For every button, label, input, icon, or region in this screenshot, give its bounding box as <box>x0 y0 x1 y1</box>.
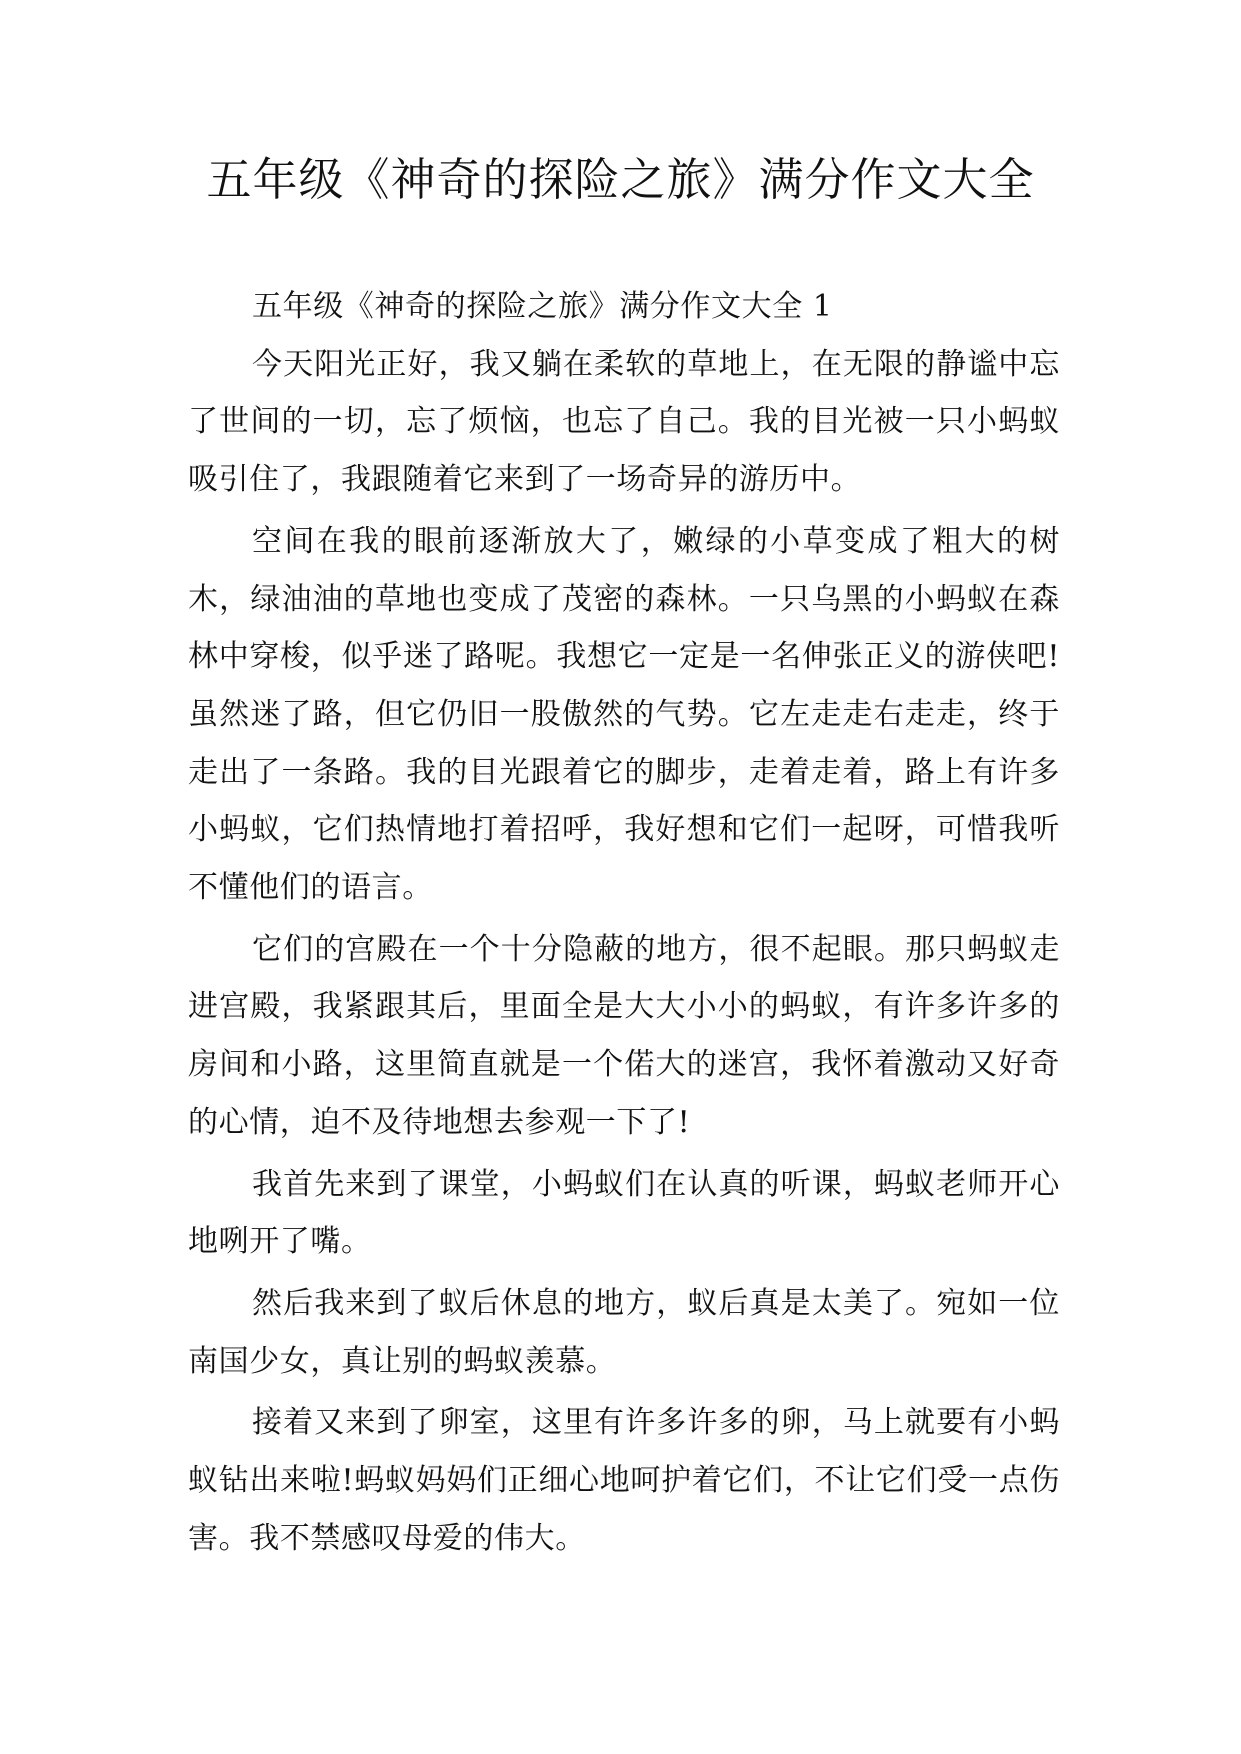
paragraph-3: 它们的宫殿在一个十分隐蔽的地方，很不起眼。那只蚂蚁走进宫殿，我紧跟其后，里面全是大大小小的蚂蚁，有许多许多的房间和小路，这里简直就是一个偌大的迷宫，我怀着激动又好奇的心情，迫不及待地想去参观一下了! <box>188 931 1060 1140</box>
document-body <box>188 278 1060 1571</box>
paragraph-1: 今天阳光正好，我又躺在柔软的草地上，在无限的静谧中忘了世间的一切，忘了烦恼，也忘了自己。我的目光被一只小蚂蚁吸引住了，我跟随着它来到了一场奇异的游历中。 <box>188 346 1060 498</box>
paragraph-5: 然后我来到了蚁后休息的地方，蚁后真是太美了。宛如一位南国少女，真让别的蚂蚁羡慕。 <box>188 1285 1060 1379</box>
paragraph-6: 接着又来到了卵室，这里有许多许多的卵，马上就要有小蚂蚁钻出来啦!蚂蚁妈妈们正细心地呵护着它们，不让它们受一点伤害。我不禁感叹母爱的伟大。 <box>188 1405 1060 1556</box>
document-title: 五年级《神奇的探险之旅》满分作文大全 <box>206 153 1035 206</box>
paragraph-4: 我首先来到了课堂，小蚂蚁们在认真的听课，蚂蚁老师开心地咧开了嘴。 <box>188 1166 1060 1260</box>
section-heading: 五年级《神奇的探险之旅》满分作文大全 1 <box>252 289 833 324</box>
paragraph-2: 空间在我的眼前逐渐放大了，嫩绿的小草变成了粗大的树木，绿油油的草地也变成了茂密的森林。一只乌黑的小蚂蚁在森林中穿梭，似乎迷了路呢。我想它一定是一名伸张正义的游侠吧!虽然迷了路，但它仍旧一股傲然的气势。它左走走右走走，终于走出了一条路。我的目光跟着它的脚步，走着走着，路上有许多小蚂蚁，它们热情地打着招呼，我好想和它们一起呀，可惜我听不懂他们的语言。 <box>188 523 1060 906</box>
